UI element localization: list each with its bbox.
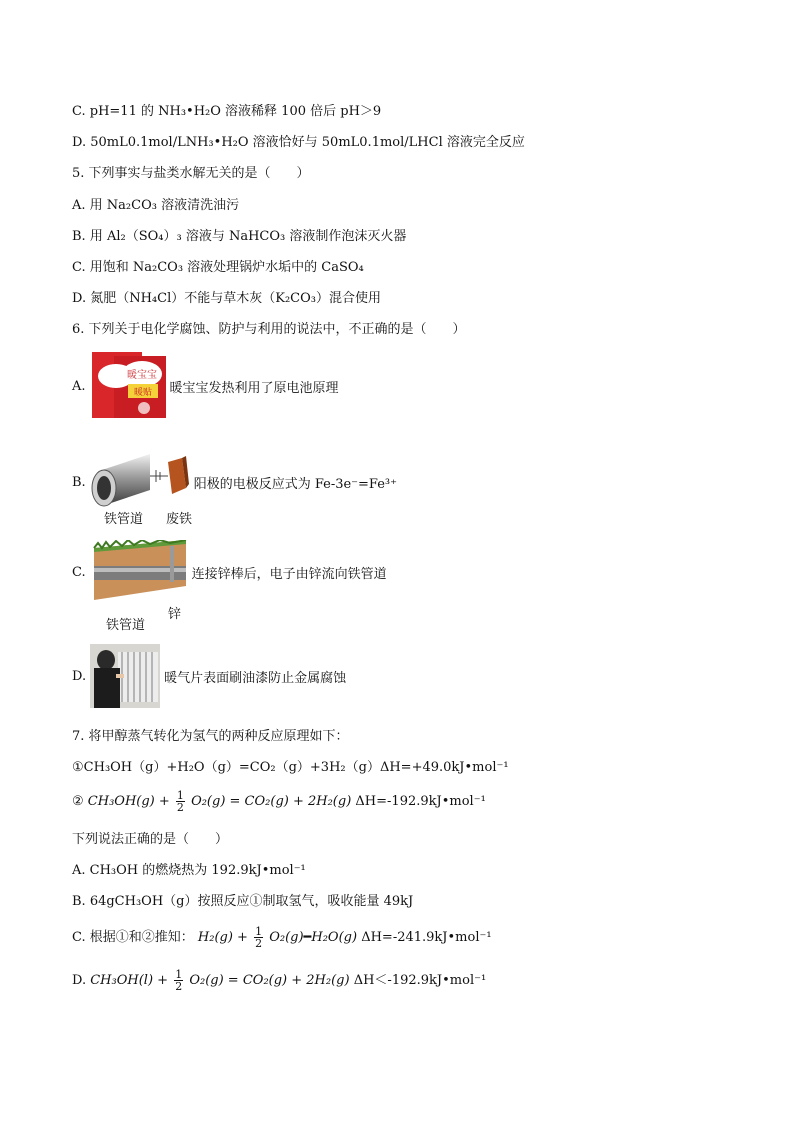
reaction-2-right: O₂(g) = CO₂(g) + 2H₂(g)	[191, 794, 352, 809]
q6-option-a-text: 暖宝宝发热利用了原电池原理	[169, 380, 339, 396]
option-letter: C.	[72, 564, 86, 580]
scrap-iron-caption: 废铁	[166, 512, 193, 527]
q4-option-d: D. 50mL0.1mol/LNH₃•H₂O 溶液恰好与 50mL0.1mol/LHCl 溶液完全反应	[72, 135, 525, 150]
q7-option-d	[72, 969, 486, 992]
option-letter: D.	[72, 668, 87, 684]
q6-option-d-text: 暖气片表面刷油漆防止金属腐蚀	[164, 670, 347, 686]
option-c-left: H₂(g) +	[197, 930, 248, 945]
q6-option-c-text: 连接锌棒后，电子由锌流向铁管道	[191, 566, 387, 582]
reaction-2-number: ②	[72, 794, 84, 809]
q6-option-c	[72, 540, 387, 604]
q5-option-a: A. 用 Na₂CO₃ 溶液清洗油污	[72, 198, 240, 213]
q5-option-b: B. 用 Al₂（SO₄）₃ 溶液与 NaHCO₃ 溶液制作泡沫灭火器	[72, 229, 407, 244]
option-d-left: CH₃OH(l) +	[90, 973, 169, 988]
q7-option-c	[72, 926, 492, 949]
zinc-caption: 锌	[168, 607, 182, 622]
q6-option-b-text: 阳极的电极反应式为 Fe-3e⁻=Fe³⁺	[193, 476, 398, 492]
q6-option-a	[72, 352, 339, 420]
svg-text:暖宝宝: 暖宝宝	[126, 370, 157, 381]
half-fraction: $\frac{1}{2}$	[255, 925, 263, 950]
q4-option-c: C. pH=11 的 NH₃•H₂O 溶液稀释 100 倍后 pH＞9	[72, 104, 382, 119]
q7-option-a: A. CH₃OH 的燃烧热为 192.9kJ•mol⁻¹	[72, 863, 306, 878]
q7-ask: 下列说法正确的是（ ）	[72, 832, 229, 847]
option-d-prefix: D.	[72, 973, 87, 988]
option-d-enthalpy: ΔH＜-192.9kJ•mol⁻¹	[353, 973, 487, 988]
option-c-enthalpy: ΔH=-241.9kJ•mol⁻¹	[361, 930, 492, 945]
option-letter: A.	[72, 378, 86, 394]
q6-option-b	[72, 452, 397, 512]
q6-option-d	[72, 644, 346, 708]
q7-reaction-2	[72, 790, 486, 813]
option-d-right: O₂(g) = CO₂(g) + 2H₂(g)	[189, 973, 350, 988]
iron-pipe-scrap-iron-image	[90, 452, 190, 512]
half-fraction: $\frac{1}{2}$	[176, 789, 184, 814]
half-fraction: $\frac{1}{2}$	[175, 968, 183, 993]
option-c-prefix: C. 根据①和②推知：	[72, 930, 194, 945]
buried-pipe-zinc-image	[90, 540, 188, 604]
reaction-2-left: CH₃OH(g) +	[87, 794, 170, 809]
q7-reaction-1: ①CH₃OH（g）+H₂O（g）=CO₂（g）+3H₂（g）ΔH=+49.0kJ•mol⁻¹	[72, 760, 509, 775]
iron-pipe-caption: 铁管道	[104, 512, 144, 527]
hand-warmer-image	[90, 352, 168, 420]
q7-stem: 7. 将甲醇蒸气转化为氢气的两种反应原理如下：	[72, 729, 349, 744]
q5-option-c: C. 用饱和 Na₂CO₃ 溶液处理锅炉水垢中的 CaSO₄	[72, 260, 364, 275]
q5-option-d: D. 氮肥（NH₄Cl）不能与草木灰（K₂CO₃）混合使用	[72, 291, 381, 306]
warmer-label: 暖贴	[133, 388, 152, 398]
radiator-painting-image	[90, 644, 160, 708]
option-letter: B.	[72, 474, 86, 490]
q6-stem: 6. 下列关于电化学腐蚀、防护与利用的说法中，不正确的是（ ）	[72, 322, 466, 337]
iron-pipe-caption-c: 铁管道	[106, 618, 146, 633]
option-c-right: O₂(g)━H₂O(g)	[269, 930, 358, 945]
q5-stem: 5. 下列事实与盐类水解无关的是（ ）	[72, 166, 310, 181]
q7-option-b: B. 64gCH₃OH（g）按照反应①制取氢气，吸收能量 49kJ	[72, 894, 414, 909]
reaction-2-enthalpy: ΔH=-192.9kJ•mol⁻¹	[355, 794, 486, 809]
